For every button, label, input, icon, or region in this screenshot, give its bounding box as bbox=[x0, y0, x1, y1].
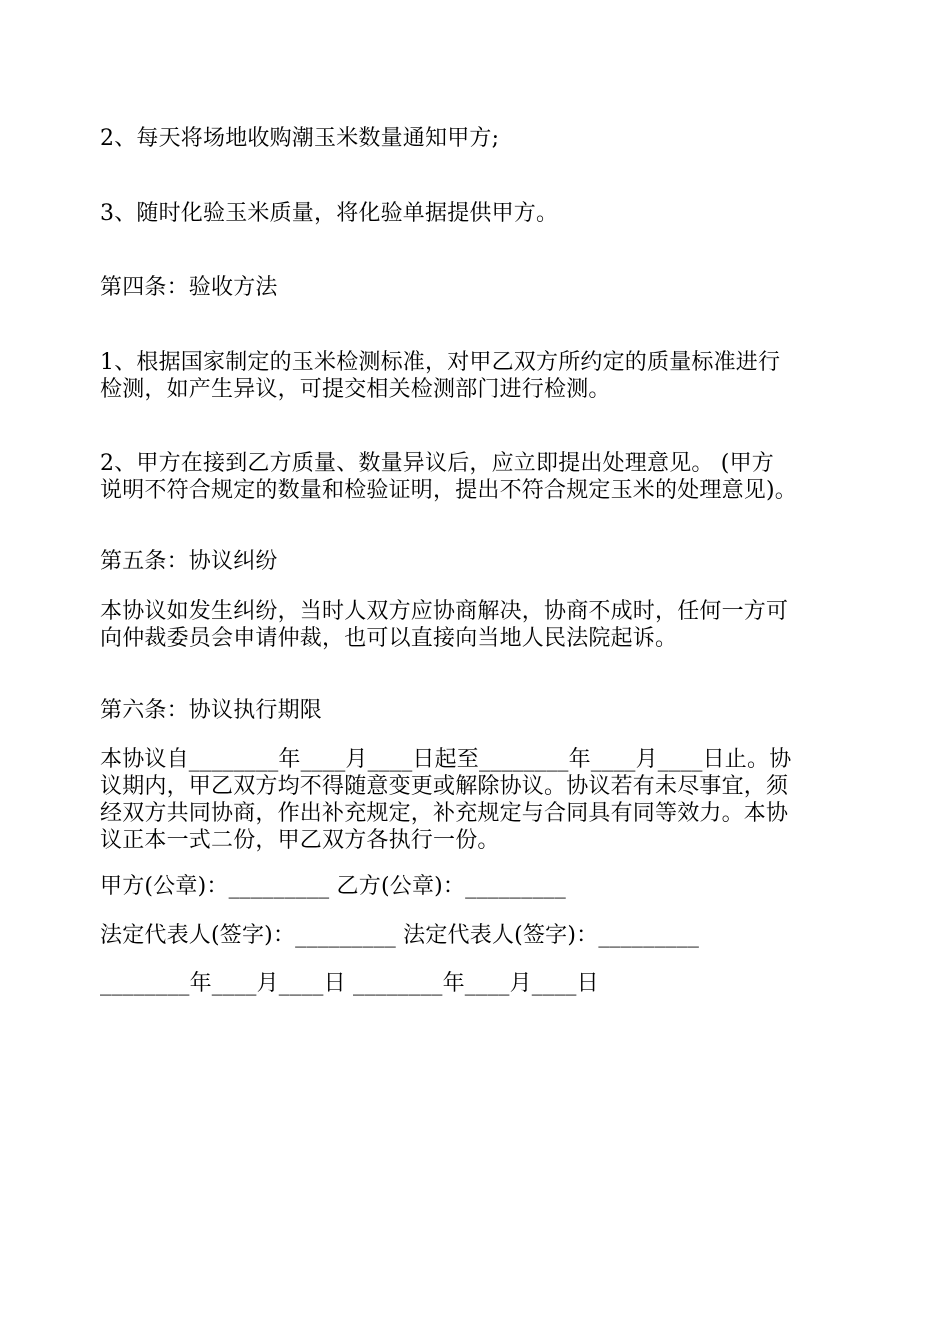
article-6-line-1: 本协议自________年____月____日起至________年____月____日止。协 bbox=[100, 747, 792, 772]
article-4-paragraph-1-line-1: 1、根据国家制定的玉米检测标准，对甲乙双方所约定的质量标准进行 bbox=[100, 350, 781, 375]
article-6-line-4: 议正本一式二份，甲乙双方各执行一份。 bbox=[100, 828, 500, 853]
clause-item-2: 2、每天将场地收购潮玉米数量通知甲方; bbox=[100, 126, 500, 151]
signature-representatives-line: 法定代表人(签字)：_________ 法定代表人(签字)：_________ bbox=[100, 923, 700, 948]
article-4-paragraph-1-line-2: 检测，如产生异议，可提交相关检测部门进行检测。 bbox=[100, 377, 611, 402]
article-5-line-1: 本协议如发生纠纷，当时人双方应协商解决，协商不成时，任何一方可 bbox=[100, 599, 789, 624]
article-4-paragraph-2-line-1: 2、甲方在接到乙方质量、数量异议后，应立即提出处理意见。 (甲方 bbox=[100, 451, 774, 476]
signature-seals-line: 甲方(公章)：_________ 乙方(公章)：_________ bbox=[100, 874, 566, 899]
article-5-heading: 第五条：协议纠纷 bbox=[100, 549, 278, 574]
signature-dates-line: ________年____月____日 ________年____月____日 bbox=[100, 971, 599, 996]
article-5-line-2: 向仲裁委员会申请仲裁，也可以直接向当地人民法院起诉。 bbox=[100, 626, 678, 651]
clause-item-3: 3、随时化验玉米质量，将化验单据提供甲方。 bbox=[100, 201, 559, 226]
article-4-paragraph-2-line-2: 说明不符合规定的数量和检验证明，提出不符合规定玉米的处理意见)。 bbox=[100, 478, 797, 503]
article-6-line-2: 议期内，甲乙双方均不得随意变更或解除协议。协议若有未尽事宜，须 bbox=[100, 774, 789, 799]
article-6-line-3: 经双方共同协商，作出补充规定，补充规定与合同具有同等效力。本协 bbox=[100, 801, 789, 826]
article-6-heading: 第六条：协议执行期限 bbox=[100, 698, 323, 723]
article-4-heading: 第四条：验收方法 bbox=[100, 275, 278, 300]
